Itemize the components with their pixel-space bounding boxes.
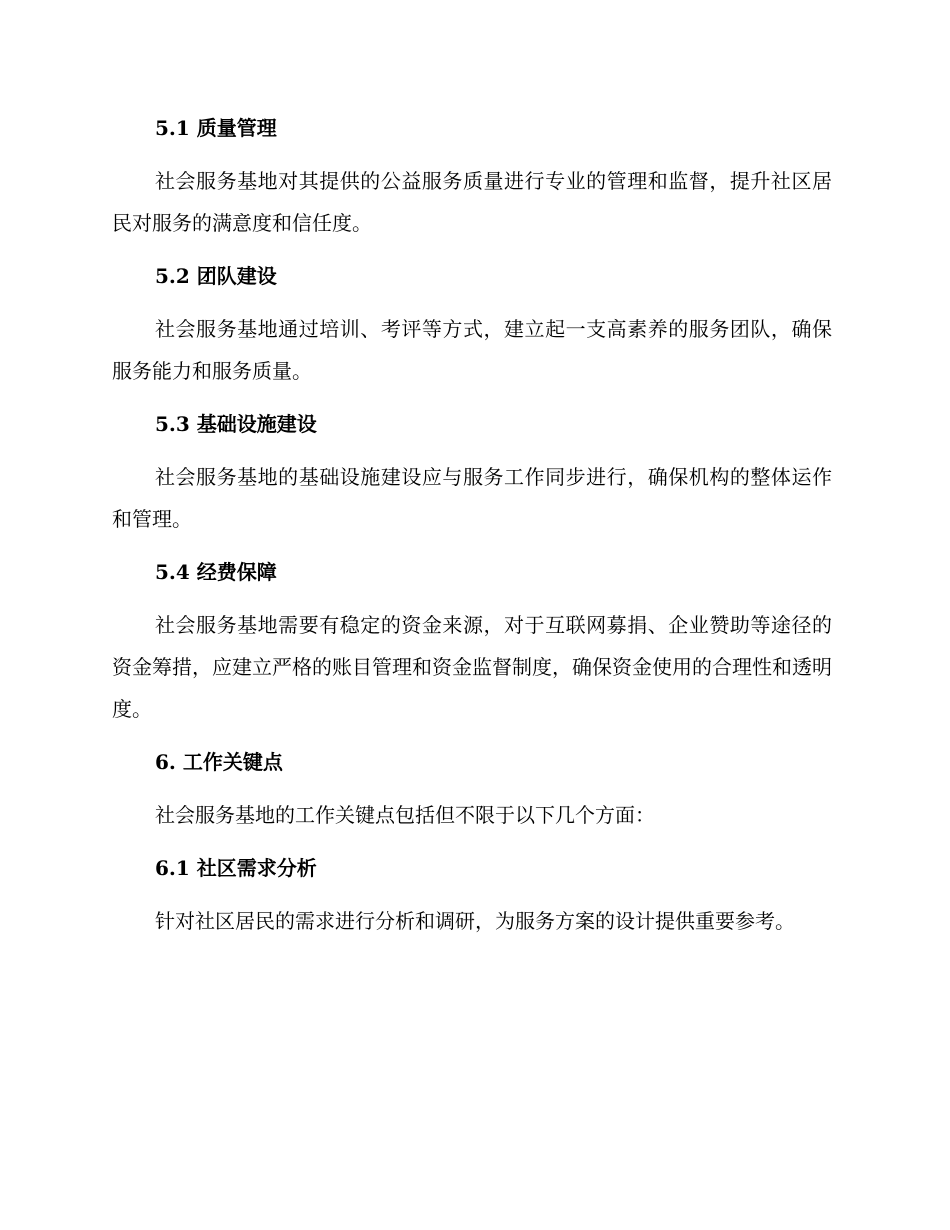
paragraph-funding: 社会服务基地需要有稳定的资金来源，对于互联网募捐、企业赞助等途径的资金筹措，应建立严格的账目管理和资金监督制度，确保资金使用的合理性和透明度。	[112, 613, 832, 721]
section-heading-6: 6. 工作关键点	[155, 750, 283, 774]
paragraph-quality-management: 社会服务基地对其提供的公益服务质量进行专业的管理和监督，提升社区居民对服务的满意度和信任度。	[112, 169, 832, 235]
section-heading-6-1: 6.1 社区需求分析	[155, 856, 317, 880]
paragraph-team-building: 社会服务基地通过培训、考评等方式，建立起一支高素养的服务团队，确保服务能力和服务质量。	[112, 317, 832, 383]
section-heading-5-3: 5.3 基础设施建设	[155, 412, 317, 436]
paragraph-key-points: 社会服务基地的工作关键点包括但不限于以下几个方面：	[155, 803, 655, 827]
section-heading-5-1: 5.1 质量管理	[155, 116, 277, 140]
paragraph-infrastructure: 社会服务基地的基础设施建设应与服务工作同步进行，确保机构的整体运作和管理。	[112, 465, 832, 531]
paragraph-needs-analysis: 针对社区居民的需求进行分析和调研，为服务方案的设计提供重要参考。	[155, 909, 795, 933]
section-heading-5-4: 5.4 经费保障	[155, 560, 277, 584]
section-heading-5-2: 5.2 团队建设	[155, 264, 277, 288]
